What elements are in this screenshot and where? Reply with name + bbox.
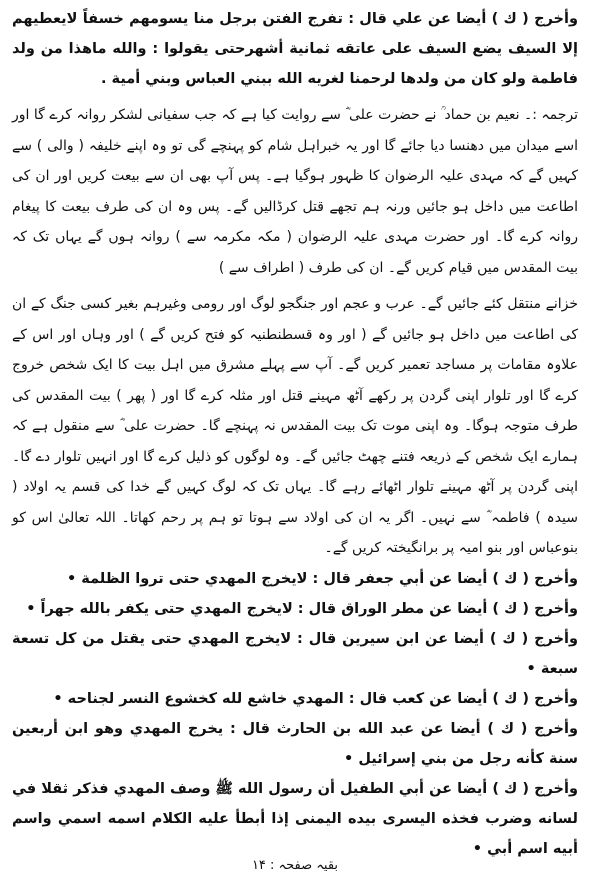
narration-item: وأخرج ( ك ) أيضا عن كعب قال : المهدي خاشع لله كخشوع النسر لجناحه • <box>53 690 578 707</box>
page-footer-continuation: بقیہ صفحہ : ۱۴ <box>251 858 339 873</box>
narration-item: وأخرج ( ك ) أيضا عن مطر الوراق قال : لايخرج المهدي حتى يكفر بالله جهراً • <box>26 600 578 617</box>
urdu-translation-paragraph-1: ترجمہ :۔ نعیم بن حماد ؒ نے حضرت علی ؓ سے روایت کیا ہے کہ جب سفیانی لشکر روانہ کرے گا اور اسے میدان میں دھنسا دیا جائے گا اور یہ خبراہل شام کو پہنچے گی تو وہ اپنے خلیفہ ( والی ) سے کہیں گے کہ مہدی علیہ الرضوان کا ظہور ہوگیا ہے۔ پس آپ بھی ان سے بیعت کریں اور ان کی اطاعت میں داخل ہو جائیں ورنہ ہم تجھے قتل کرڈالیں گے۔ پس وہ ان کی طرف بیعت کا پیغام روانہ کرے گا۔ اور حضرت مہدی علیہ الرضوان ( مکہ مکرمہ سے ) روانہ ہوں گے یہاں تک کہ بیت المقدس میں قیام کریں گے۔ ان کی طرف ( اطراف سے ) <box>12 107 578 276</box>
narration-item: وأخرج ( ك ) أيضا عن أبي جعفر قال : لايخرج المهدي حتى تروا الظلمة • <box>66 570 578 587</box>
narration-item: وأخرج ( ك ) أيضا عن عبد الله بن الحارث قال : يخرج المهدي وهو ابن أربعين سنة كأنه رجل من بني إسرائيل • <box>12 720 578 767</box>
arabic-paragraph-1: وأخرج ( ك ) أيضا عن علي قال : تفرج الفتن برجل منا يسومهم خسفاً لايعطيهم إلا السيف يضع السيف على عاتقه ثمانية أشهرحتى يقولوا : والله ماهذا من ولد فاطمة ولو كان من ولدها لرحمنا لغريه الله ببني العباس وبني أمية . <box>12 11 578 87</box>
narration-item: وأخرج ( ك ) أيضا عن أبي الطفيل أن رسول الله ﷺ وصف المهدي فذكر ثقلا في لسانه وضرب فخذه اليسرى بيده اليمنى إذا أبطأ عليه الكلام اسمه اسمي واسم أبيه اسم أبي • <box>12 780 578 857</box>
narration-item: وأخرج ( ك ) أيضا عن ابن سيرين قال : لايخرج المهدي حتى يقتل من كل تسعة سبعة • <box>12 630 578 677</box>
urdu-translation-paragraph-2: خزانے منتقل کئے جائیں گے۔ عرب و عجم اور جنگجو لوگ اور رومی وغیرہم بغیر کسی جنگ کے ان کی اطاعت میں داخل ہو جائیں گے ( اور وہ قسطنطنیہ کو فتح کریں گے ) اور وہاں اور اس کے علاوہ مقامات پر مساجد تعمیر کریں گے۔ آپ سے پہلے مشرق میں اہل بیت کا ایک شخص خروج کرے گا اور تلوار اپنی گردن پر رکھے آٹھ مہینے قتل اور مثلہ کرے گا اور ( پھر ) بیت المقدس کی طرف متوجہ ہوگا۔ وہ اپنی موت تک بیت المقدس نہ پہنچے گا۔ حضرت علی ؓ سے منقول ہے کہ ہمارے ایک شخص کے ذریعہ فتنے چھٹ جائیں گے۔ وہ لوگوں کو ذلیل کرے گا اور انہیں تلوار دے گا۔ اپنی گردن پر آٹھ مہینے تلوار اٹھائے رہے گا۔ یہاں تک کہ لوگ کہیں گے خدا کی قسم یہ اولاد ( سیدہ ) فاطمہ ؓ سے نہیں۔ اگر یہ ان کی اولاد سے ہوتا تو ہم پر رحم کھاتا۔ اللہ تعالیٰ اس کو بنوعباس اور بنو امیہ پر برانگیختہ کریں گے۔ <box>12 296 578 556</box>
narration-list <box>12 564 578 864</box>
